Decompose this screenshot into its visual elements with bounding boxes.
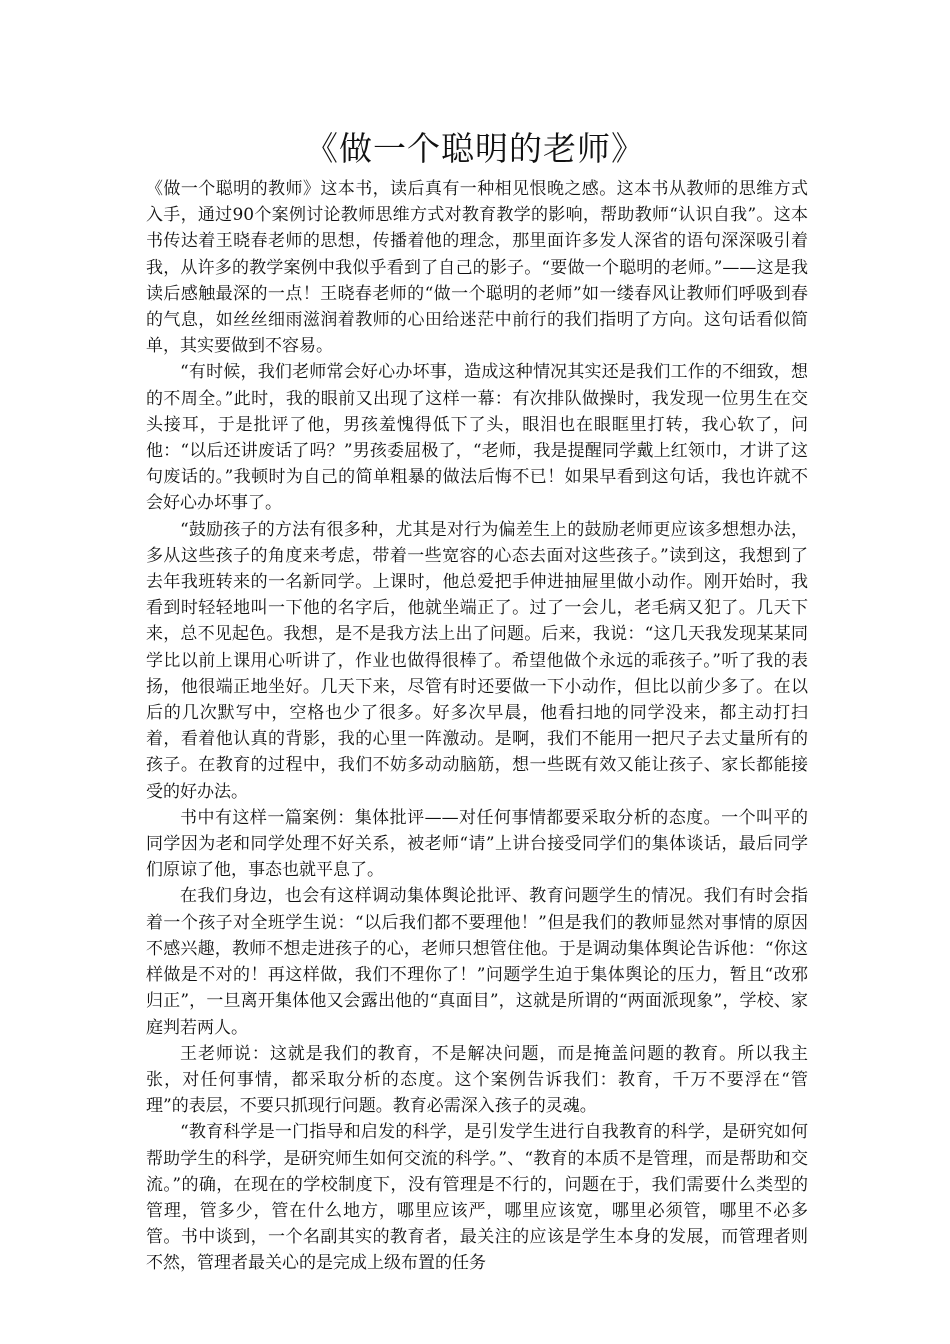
paragraph-collective-criticism-case: 书中有这样一篇案例：集体批评——对任何事情都要采取分析的态度。一个叫平的同学因为老和同学处理不好关系，被老师“请”上讲台接受同学们的集体谈话，最后同学们原谅了他，事态也就平息了。 [146,807,808,881]
paragraph-public-opinion: 在我们身边，也会有这样调动集体舆论批评、教育问题学生的情况。我们有时会指着一个孩子对全班学生说：“以后我们都不要理他！”但是我们的教师显然对事情的原因不感兴趣，教师不想走进孩子的心，老师只想管住他。于是调动集体舆论告诉他：“你这样做是不对的！再这样做，我们不理你了！”问题学生迫于集体舆论的压力，暂且“改邪归正”，一旦离开集体他又会露出他的“真面目”，这就是所谓的“两面派现象”，学校、家庭判若两人。 [146,886,808,1038]
document-body [146,176,808,1277]
document-title: 《做一个聪明的老师》 [305,129,645,168]
paragraph-encouragement: “鼓励孩子的方法有很多种，尤其是对行为偏差生上的鼓励老师更应该多想想办法，多从这些孩子的角度来考虑，带着一些宽容的心态去面对这些孩子。”读到这，我想到了去年我班转来的一名新同学。上课时，他总爱把手伸进抽屉里做小动作。刚开始时，我看到时轻轻地叫一下他的名字后，他就坐端正了。过了一会儿，老毛病又犯了。几天下来，总不见起色。我想，是不是我方法上出了问题。后来，我说：“这几天我发现某某同学比以前上课用心听讲了，作业也做得很棒了。希望他做个永远的乖孩子。”听了我的表扬，他很端正地坐好。几天下来，尽管有时还要做一下小动作，但比以前少多了。在以后的几次默写中，空格也少了很多。好多次早晨，他看扫地的同学没来，都主动打扫着，看着他认真的背影，我的心里一阵激动。是啊，我们不能用一把尺子去丈量所有的孩子。在教育的过程中，我们不妨多动动脑筋，想一些既有效又能让孩子、家长都能接受的好办法。 [146,519,808,802]
paragraph-teacher-wang: 王老师说：这就是我们的教育，不是解决问题，而是掩盖问题的教育。所以我主张，对任何事情，都采取分析的态度。这个案例告诉我们：教育，千万不要浮在“管理”的表层，不要只抓现行问题。教育必需深入孩子的灵魂。 [146,1043,808,1117]
paragraph-intro: 《做一个聪明的教师》这本书，读后真有一种相见恨晚之感。这本书从教师的思维方式入手，通过90个案例讨论教师思维方式对教育教学的影响，帮助教师“认识自我”。这本书传达着王晓春老师的思想，传播着他的理念，那里面许多发人深省的语句深深吸引着我，从许多的教学案例中我似乎看到了自己的影子。“要做一个聪明的老师。”——这是我读后感触最深的一点！王晓春老师的“做一个聪明的老师”如一缕春风让教师们呼吸到春的气息，如丝丝细雨滋润着教师的心田给迷茫中前行的我们指明了方向。这句话看似简单，其实要做到不容易。 [146,179,808,357]
paragraph-good-intentions: “有时候，我们老师常会好心办坏事，造成这种情况其实还是我们工作的不细致，想的不周全。”此时，我的眼前又出现了这样一幕：有次排队做操时，我发现一位男生在交头接耳，于是批评了他，男孩羞愧得低下了头，眼泪也在眼眶里打转，我心软了，问他：“以后还讲废话了吗？”男孩委屈极了，“老师，我是提醒同学戴上红领巾，才讲了这句废话的。”我顿时为自己的简单粗暴的做法后悔不已！如果早看到这句话，我也许就不会好心办坏事了。 [146,362,808,514]
paragraph-education-science: “教育科学是一门指导和启发的科学，是引发学生进行自我教育的科学，是研究如何帮助学生的科学，是研究师生如何交流的科学。”、“教育的本质不是管理，而是帮助和交流。”的确，在现在的学校制度下，没有管理是不行的，问题在于，我们需要什么类型的管理，管多少，管在什么地方，哪里应该严，哪里应该宽，哪里必须管，哪里不必多管。书中谈到，一个名副其实的教育者，最关注的应该是学生本身的发展，而管理者则不然，管理者最关心的是完成上级布置的任务 [146,1122,808,1274]
